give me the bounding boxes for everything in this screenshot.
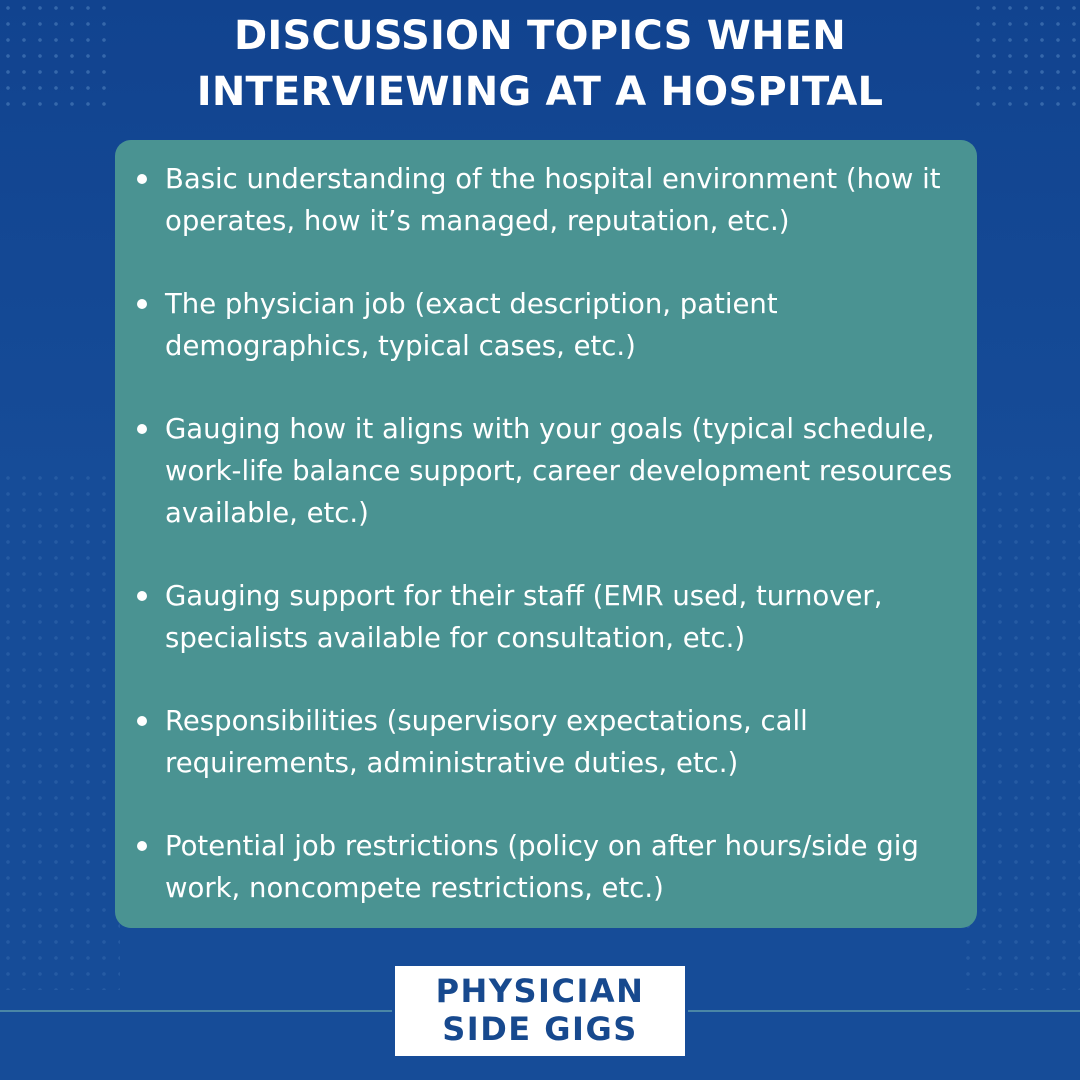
page-title-line-1: DISCUSSION TOPICS WHEN <box>234 13 846 59</box>
page-title <box>0 8 1080 120</box>
dot-pattern-bottom-right <box>960 470 1080 990</box>
dot-pattern-bottom-left <box>0 470 120 990</box>
footer-divider-left <box>0 1010 392 1012</box>
topic-item: Responsibilities (supervisory expectations, call requirements, administrative duties, etc.) <box>137 700 957 784</box>
footer-divider-right <box>688 1010 1080 1012</box>
brand-logo-line-2: SIDE GIGS <box>442 1010 638 1048</box>
brand-logo-line-1: PHYSICIAN <box>435 972 645 1010</box>
topics-list <box>137 158 957 909</box>
brand-logo <box>395 966 685 1056</box>
topics-card <box>115 140 977 928</box>
topic-item: Gauging how it aligns with your goals (typical schedule, work-life balance support, career development resources available, etc.) <box>137 408 957 534</box>
topic-item: Potential job restrictions (policy on after hours/side gig work, noncompete restrictions, etc.) <box>137 825 957 909</box>
page-title-line-2: INTERVIEWING AT A HOSPITAL <box>196 69 884 115</box>
topic-item: The physician job (exact description, patient demographics, typical cases, etc.) <box>137 283 957 367</box>
topic-item: Gauging support for their staff (EMR used, turnover, specialists available for consultation, etc.) <box>137 575 957 659</box>
topic-item: Basic understanding of the hospital environment (how it operates, how it’s managed, reputation, etc.) <box>137 158 957 242</box>
